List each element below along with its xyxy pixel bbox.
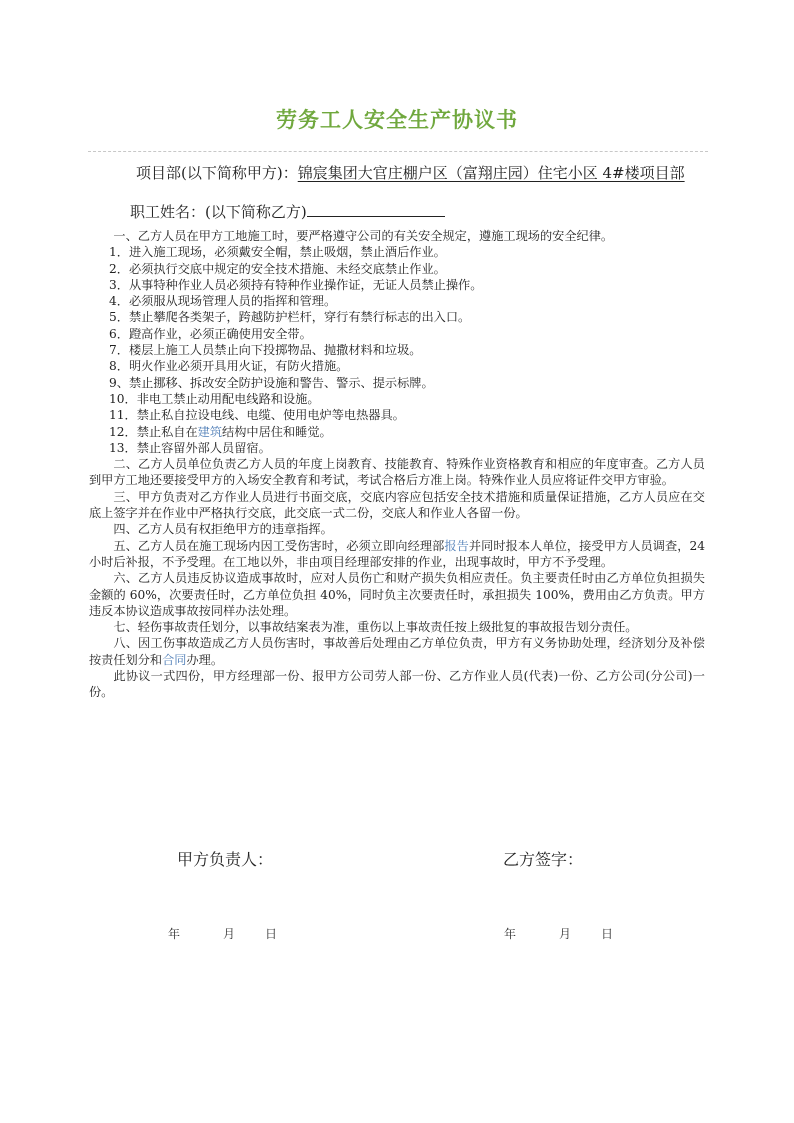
rule-item-12-text-end: 结构中居住和睡觉。 <box>222 424 332 439</box>
party-a-value: 锦宸集团大官庄棚户区（富翔庄园）住宅小区 4#楼项目部 <box>297 164 685 182</box>
party-a-label: 项目部(以下简称甲方)： <box>136 164 298 182</box>
rule-item: 13．禁止容留外部人员留宿。 <box>109 440 271 455</box>
rule-item: 10．非电工禁止动用配电线路和设施。 <box>109 391 320 406</box>
rule-item: 5．禁止攀爬各类架子，跨越防护栏杆，穿行有禁行标志的出入口。 <box>109 310 471 325</box>
section-5-text-end: 并同时报本人单位，接受甲方人员调查，24 小时后补报，不予受理。在工地以外，非由项目经理部安排的作业，出现事故时，甲方不予受理。 <box>89 538 705 569</box>
rule-item-12 <box>89 424 705 440</box>
section-4: 四、乙方人员有权拒绝甲方的违章指挥。 <box>113 522 333 537</box>
section-1-intro: 一、乙方人员在甲方工地施工时，要严格遵守公司的有关安全规定，遵施工现场的安全纪律。 <box>113 229 614 243</box>
party-a-date <box>168 925 277 942</box>
rule-item: 4．必须服从现场管理人员的指挥和管理。 <box>109 294 337 309</box>
section-3: 三、甲方负责对乙方作业人员进行书面交底，交底内容应包括安全技术措施和质量保证措施，乙方人员应在交底上签字并在作业中严格执行交底，此交底一式二份，交底人和作业人各留一份。 <box>89 489 705 521</box>
title-divider <box>88 151 708 152</box>
rule-item-12-text: 12．禁止私自在 <box>109 424 198 439</box>
section-5-text: 五、乙方人员在施工现场内因工受伤害时，必须立即向经理部 <box>113 538 445 553</box>
date-month-label: 月 <box>559 927 572 941</box>
section-8-text: 八、因工伤事故造成乙方人员伤害时，事故善后处理由乙方单位负责，甲方有义务协助处理，经济划分及补偿按责任划分和 <box>89 636 705 667</box>
rule-item: 1．进入施工现场，必须戴安全帽，禁止吸烟，禁止酒后作业。 <box>109 245 446 260</box>
rule-item: 6．蹬高作业，必须正确使用安全带。 <box>109 326 312 341</box>
rule-item: 8．明火作业必须开具用火证，有防火措施。 <box>109 359 349 374</box>
closing-clause: 此协议一式四份，甲方经理部一份、报甲方公司劳人部一份、乙方作业人员(代表)一份、乙方公司(分公司)一份。 <box>89 669 705 700</box>
party-b-signature-label: 乙方签字： <box>503 850 584 869</box>
rule-item: 7．楼层上施工人员禁止向下投掷物品、抛撒材料和垃圾。 <box>109 343 422 358</box>
link-contract[interactable]: 合同 <box>162 652 187 667</box>
section-8-text-end: 办理。 <box>186 652 224 667</box>
party-b-date <box>504 925 613 942</box>
date-year-label: 年 <box>168 927 181 941</box>
section-8 <box>89 635 705 668</box>
party-a-line <box>136 162 685 183</box>
date-year-label: 年 <box>504 927 517 941</box>
date-day-label: 日 <box>265 927 278 941</box>
rule-item: 11．禁止私自拉设电线、电缆、使用电炉等电热器具。 <box>109 408 405 423</box>
rule-item: 9、禁止挪移、拆改安全防护设施和警告、警示、提示标牌。 <box>109 375 434 390</box>
link-building[interactable]: 建筑 <box>197 424 223 439</box>
section-7: 七、轻伤事故责任划分，以事故结案表为准，重伤以上事故责任按上级批复的事故报告划分责任。 <box>113 620 638 635</box>
party-a-signature-label: 甲方负责人： <box>177 850 274 869</box>
date-day-label: 日 <box>601 927 614 941</box>
party-b-label: 职工姓名：(以下简称乙方) <box>130 203 307 221</box>
rule-item: 3．从事特种作业人员必须持有特种作业操作证，无证人员禁止操作。 <box>109 277 483 292</box>
date-month-label: 月 <box>223 927 236 941</box>
section-2: 二、乙方人员单位负责乙方人员的年度上岗教育、技能教育、特殊作业资格教育和相应的年度审查。乙方人员到甲方工地还要接受甲方的入场安全教育和考试，考试合格后方准上岗。特殊作业人员应将证件交甲方审验。 <box>89 457 705 488</box>
party-b-line <box>130 201 445 222</box>
rule-item: 2．必须执行交底中规定的安全技术措施、未经交底禁止作业。 <box>109 261 446 276</box>
section-5 <box>89 538 705 571</box>
link-report[interactable]: 报告 <box>444 538 469 553</box>
document-title: 劳务工人安全生产协议书 <box>276 107 518 132</box>
section-6: 六、乙方人员违反协议造成事故时，应对人员伤亡和财产损失负相应责任。负主要责任时由乙方单位负担损失金额的 60%，次要责任时，乙方单位负担 40%，同时负主次要责任时，承担损失 100%，费用由乙方负责。甲方违反本协议造成事故按同样办法处理。 <box>89 571 705 618</box>
party-b-name-blank <box>307 202 445 217</box>
agreement-body <box>89 228 705 701</box>
